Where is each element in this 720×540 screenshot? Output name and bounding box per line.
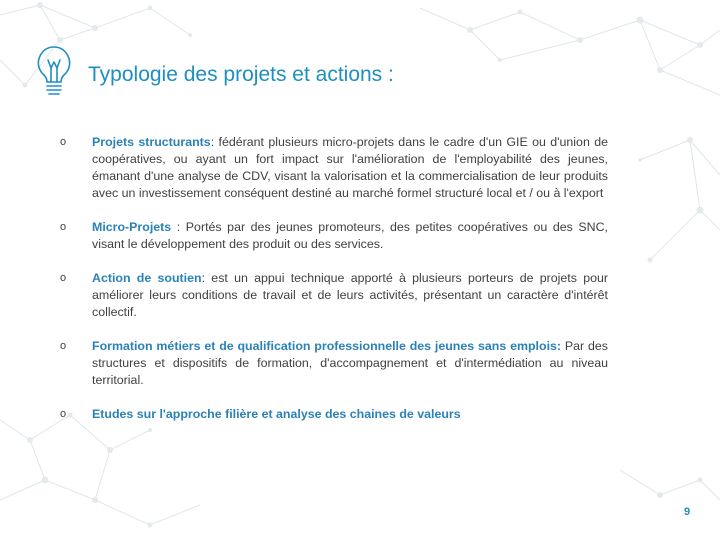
list-item bbox=[60, 270, 608, 321]
bullet-marker: o bbox=[60, 272, 67, 284]
item-lead: Projets structurants bbox=[92, 135, 211, 149]
bullet-marker: o bbox=[60, 136, 67, 148]
bullet-marker: o bbox=[60, 221, 67, 233]
item-lead: Etudes sur l'approche filière et analyse des chaines de valeurs bbox=[92, 407, 461, 421]
item-text: : Portés par des jeunes promoteurs, des petites coopératives ou des SNC, visant le développement des produit ou des services. bbox=[92, 220, 608, 251]
page-number: 9 bbox=[684, 506, 691, 518]
lightbulb-icon bbox=[34, 44, 74, 100]
slide-title: Typologie des projets et actions : bbox=[88, 63, 394, 86]
item-text: Par des structures et dispositifs de formation, d'accompagnement et d'intermédiation au niveau territorial. bbox=[92, 339, 608, 387]
project-type-list bbox=[60, 134, 608, 423]
item-lead: Formation métiers et de qualification professionnelle des jeunes sans emplois: bbox=[92, 339, 562, 353]
bullet-marker: o bbox=[60, 340, 67, 352]
list-item bbox=[60, 338, 608, 389]
item-lead: Action de soutien bbox=[92, 271, 202, 285]
list-item bbox=[60, 219, 608, 253]
item-text: : est un appui technique apporté à plusieurs porteurs de projets pour améliorer leurs conditions de travail et de leurs activités, présentant un caractère d'intérêt collectif. bbox=[92, 271, 609, 319]
list-item bbox=[60, 134, 608, 202]
list-item bbox=[60, 406, 608, 423]
bullet-marker: o bbox=[60, 408, 67, 420]
item-text: : fédérant plusieurs micro-projets dans le cadre d'un GIE ou d'union de coopératives, ou ayant un fort impact sur l'amélioration de l'employabilité des jeunes, émanant d'une analyse de CDV, visant la valorisation et la commercialisation de leur produits avec un investissement conséquent destiné au marché formel structuré local et / ou à l'export bbox=[92, 135, 608, 200]
item-lead: Micro-Projets bbox=[92, 220, 172, 234]
